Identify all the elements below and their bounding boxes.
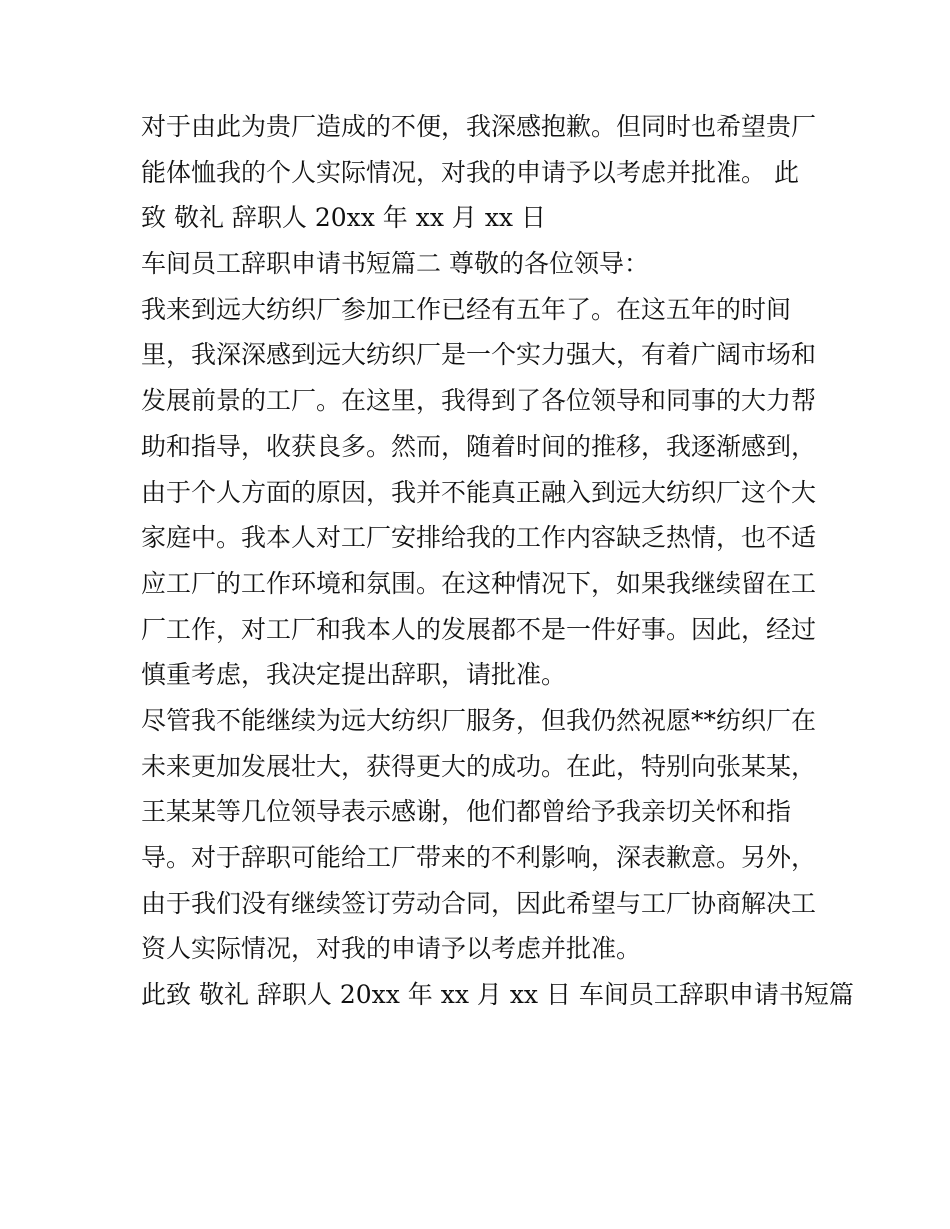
text-line: 对于由此为贵厂造成的不便，我深感抱歉。但同时也希望贵厂 — [141, 112, 817, 141]
text-line: 助和指导，收获良多。然而，随着时间的推移，我逐渐感到， — [141, 431, 817, 461]
text-line: 致 敬礼 辞职人 20xx 年 xx 月 xx 日 — [141, 203, 546, 233]
text-line: 资人实际情况，对我的申请予以考虑并批准。 — [141, 934, 642, 964]
text-line: 家庭中。我本人对工厂安排给我的工作内容缺乏热情，也不适 — [141, 523, 817, 553]
text-line: 此致 敬礼 辞职人 20xx 年 xx 月 xx 日 车间员工辞职申请书短篇 — [141, 980, 854, 1010]
text-line: 由于我们没有继续签订劳动合同，因此希望与工厂协商解决工 — [141, 888, 817, 918]
text-line: 慎重考虑，我决定提出辞职，请批准。 — [141, 660, 567, 690]
text-line: 发展前景的工厂。在这里，我得到了各位领导和同事的大力帮 — [141, 386, 817, 416]
section-heading-line: 车间员工辞职申请书短篇二 尊敬的各位领导： — [141, 249, 649, 279]
text-line: 我来到远大纺织厂参加工作已经有五年了。在这五年的时间 — [141, 294, 792, 324]
text-line: 厂工作，对工厂和我本人的发展都不是一件好事。因此，经过 — [141, 614, 817, 644]
text-line: 应工厂的工作环境和氛围。在这种情况下，如果我继续留在工 — [141, 568, 817, 598]
text-line: 由于个人方面的原因，我并不能真正融入到远大纺织厂这个大 — [141, 477, 817, 507]
text-line: 能体恤我的个人实际情况，对我的申请予以考虑并批准。 此 — [141, 157, 799, 187]
text-line: 里，我深深感到远大纺织厂是一个实力强大，有着广阔市场和 — [141, 340, 817, 370]
text-line: 未来更加发展壮大，获得更大的成功。在此，特别向张某某， — [141, 751, 817, 781]
text-line: 尽管我不能继续为远大纺织厂服务，但我仍然祝愿**纺织厂在 — [141, 705, 817, 735]
text-line: 导。对于辞职可能给工厂带来的不利影响，深表歉意。另外， — [141, 843, 817, 872]
text-line: 王某某等几位领导表示感谢，他们都曾给予我亲切关怀和指 — [141, 797, 792, 827]
document-body — [141, 104, 854, 1018]
